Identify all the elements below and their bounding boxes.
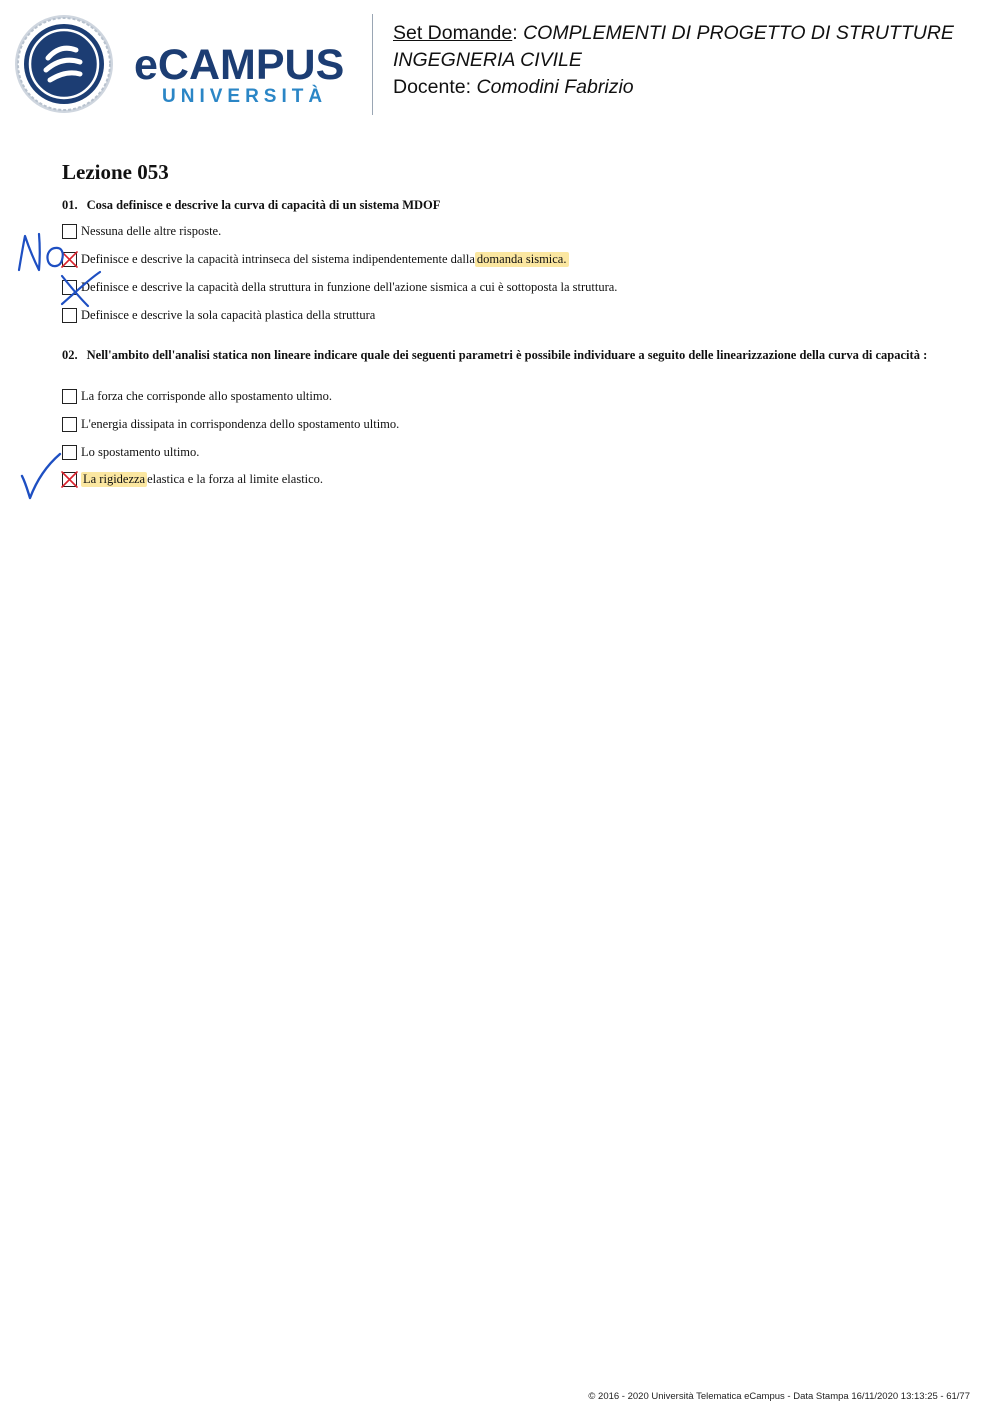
answer-text: Definisce e descrive la sola capacità plastica della struttura: [81, 307, 376, 322]
set-title-line-2: INGEGNERIA CIVILE: [393, 49, 582, 71]
question-text: Cosa definisce e descrive la curva di capacità di un sistema MDOF: [86, 198, 441, 212]
answer-text: Lo spostamento ultimo.: [81, 444, 200, 459]
question-2: [62, 348, 942, 363]
highlighted-text: La rigidezza: [83, 471, 146, 486]
header-divider: [372, 14, 373, 115]
lesson-title: Lezione 053: [62, 160, 169, 184]
answer-option[interactable]: [62, 250, 569, 268]
teacher-line: Docente: Comodini Fabrizio: [393, 76, 634, 98]
teacher-name: Comodini Fabrizio: [476, 76, 634, 98]
logo-brand-text: eCAMPUS: [134, 41, 345, 89]
answer-option[interactable]: [62, 278, 617, 296]
ecampus-seal-logo: [14, 14, 114, 114]
set-title-line-1: Set Domande: COMPLEMENTI DI PROGETTO DI STRUTTURE: [393, 22, 954, 44]
question-1: [62, 198, 942, 213]
document-header: [393, 20, 993, 101]
question-text: Nell'ambito dell'analisi statica non lineare indicare quale dei seguenti parametri è possibile individuare a seguito delle linearizzazione della curva di capacità :: [86, 348, 928, 362]
set-label: Set Domande: [393, 22, 513, 44]
answer-text: Definisce e descrive la capacità intrinseca del sistema indipendentemente dalla: [81, 251, 475, 266]
answer-option[interactable]: [62, 470, 323, 488]
answer-text: Definisce e descrive la capacità della struttura in funzione dell'azione sismica a cui è sottoposta la struttura.: [81, 279, 618, 294]
ecampus-wordmark-logo: [134, 42, 356, 112]
answer-checkbox[interactable]: [62, 389, 77, 404]
logo-sub-text: UNIVERSITÀ: [162, 86, 328, 107]
answer-text: L'energia dissipata in corrispondenza dello spostamento ultimo.: [81, 416, 400, 431]
handwritten-check-mark-icon: [16, 450, 66, 504]
question-number: 01.: [62, 198, 78, 212]
answer-option[interactable]: [62, 387, 332, 405]
question-number: 02.: [62, 348, 78, 362]
handwritten-x-mark-icon: [56, 270, 104, 310]
answer-text: La forza che corrisponde allo spostamento ultimo.: [81, 388, 332, 403]
teacher-label: Docente: [393, 76, 466, 98]
answer-option[interactable]: [62, 306, 375, 324]
answer-checkbox[interactable]: [62, 417, 77, 432]
set-title: COMPLEMENTI DI PROGETTO DI STRUTTURE: [523, 22, 954, 44]
page-footer: © 2016 - 2020 Università Telematica eCampus - Data Stampa 16/11/2020 13:13:25 - 61/77: [588, 1391, 970, 1402]
answer-option[interactable]: [62, 443, 199, 461]
answer-option[interactable]: [62, 222, 221, 240]
answer-text: elastica e la forza al limite elastico.: [147, 471, 324, 486]
answer-option[interactable]: [62, 415, 399, 433]
answer-text: Nessuna delle altre risposte.: [81, 223, 222, 238]
highlighted-text: domanda sismica.: [476, 251, 567, 266]
